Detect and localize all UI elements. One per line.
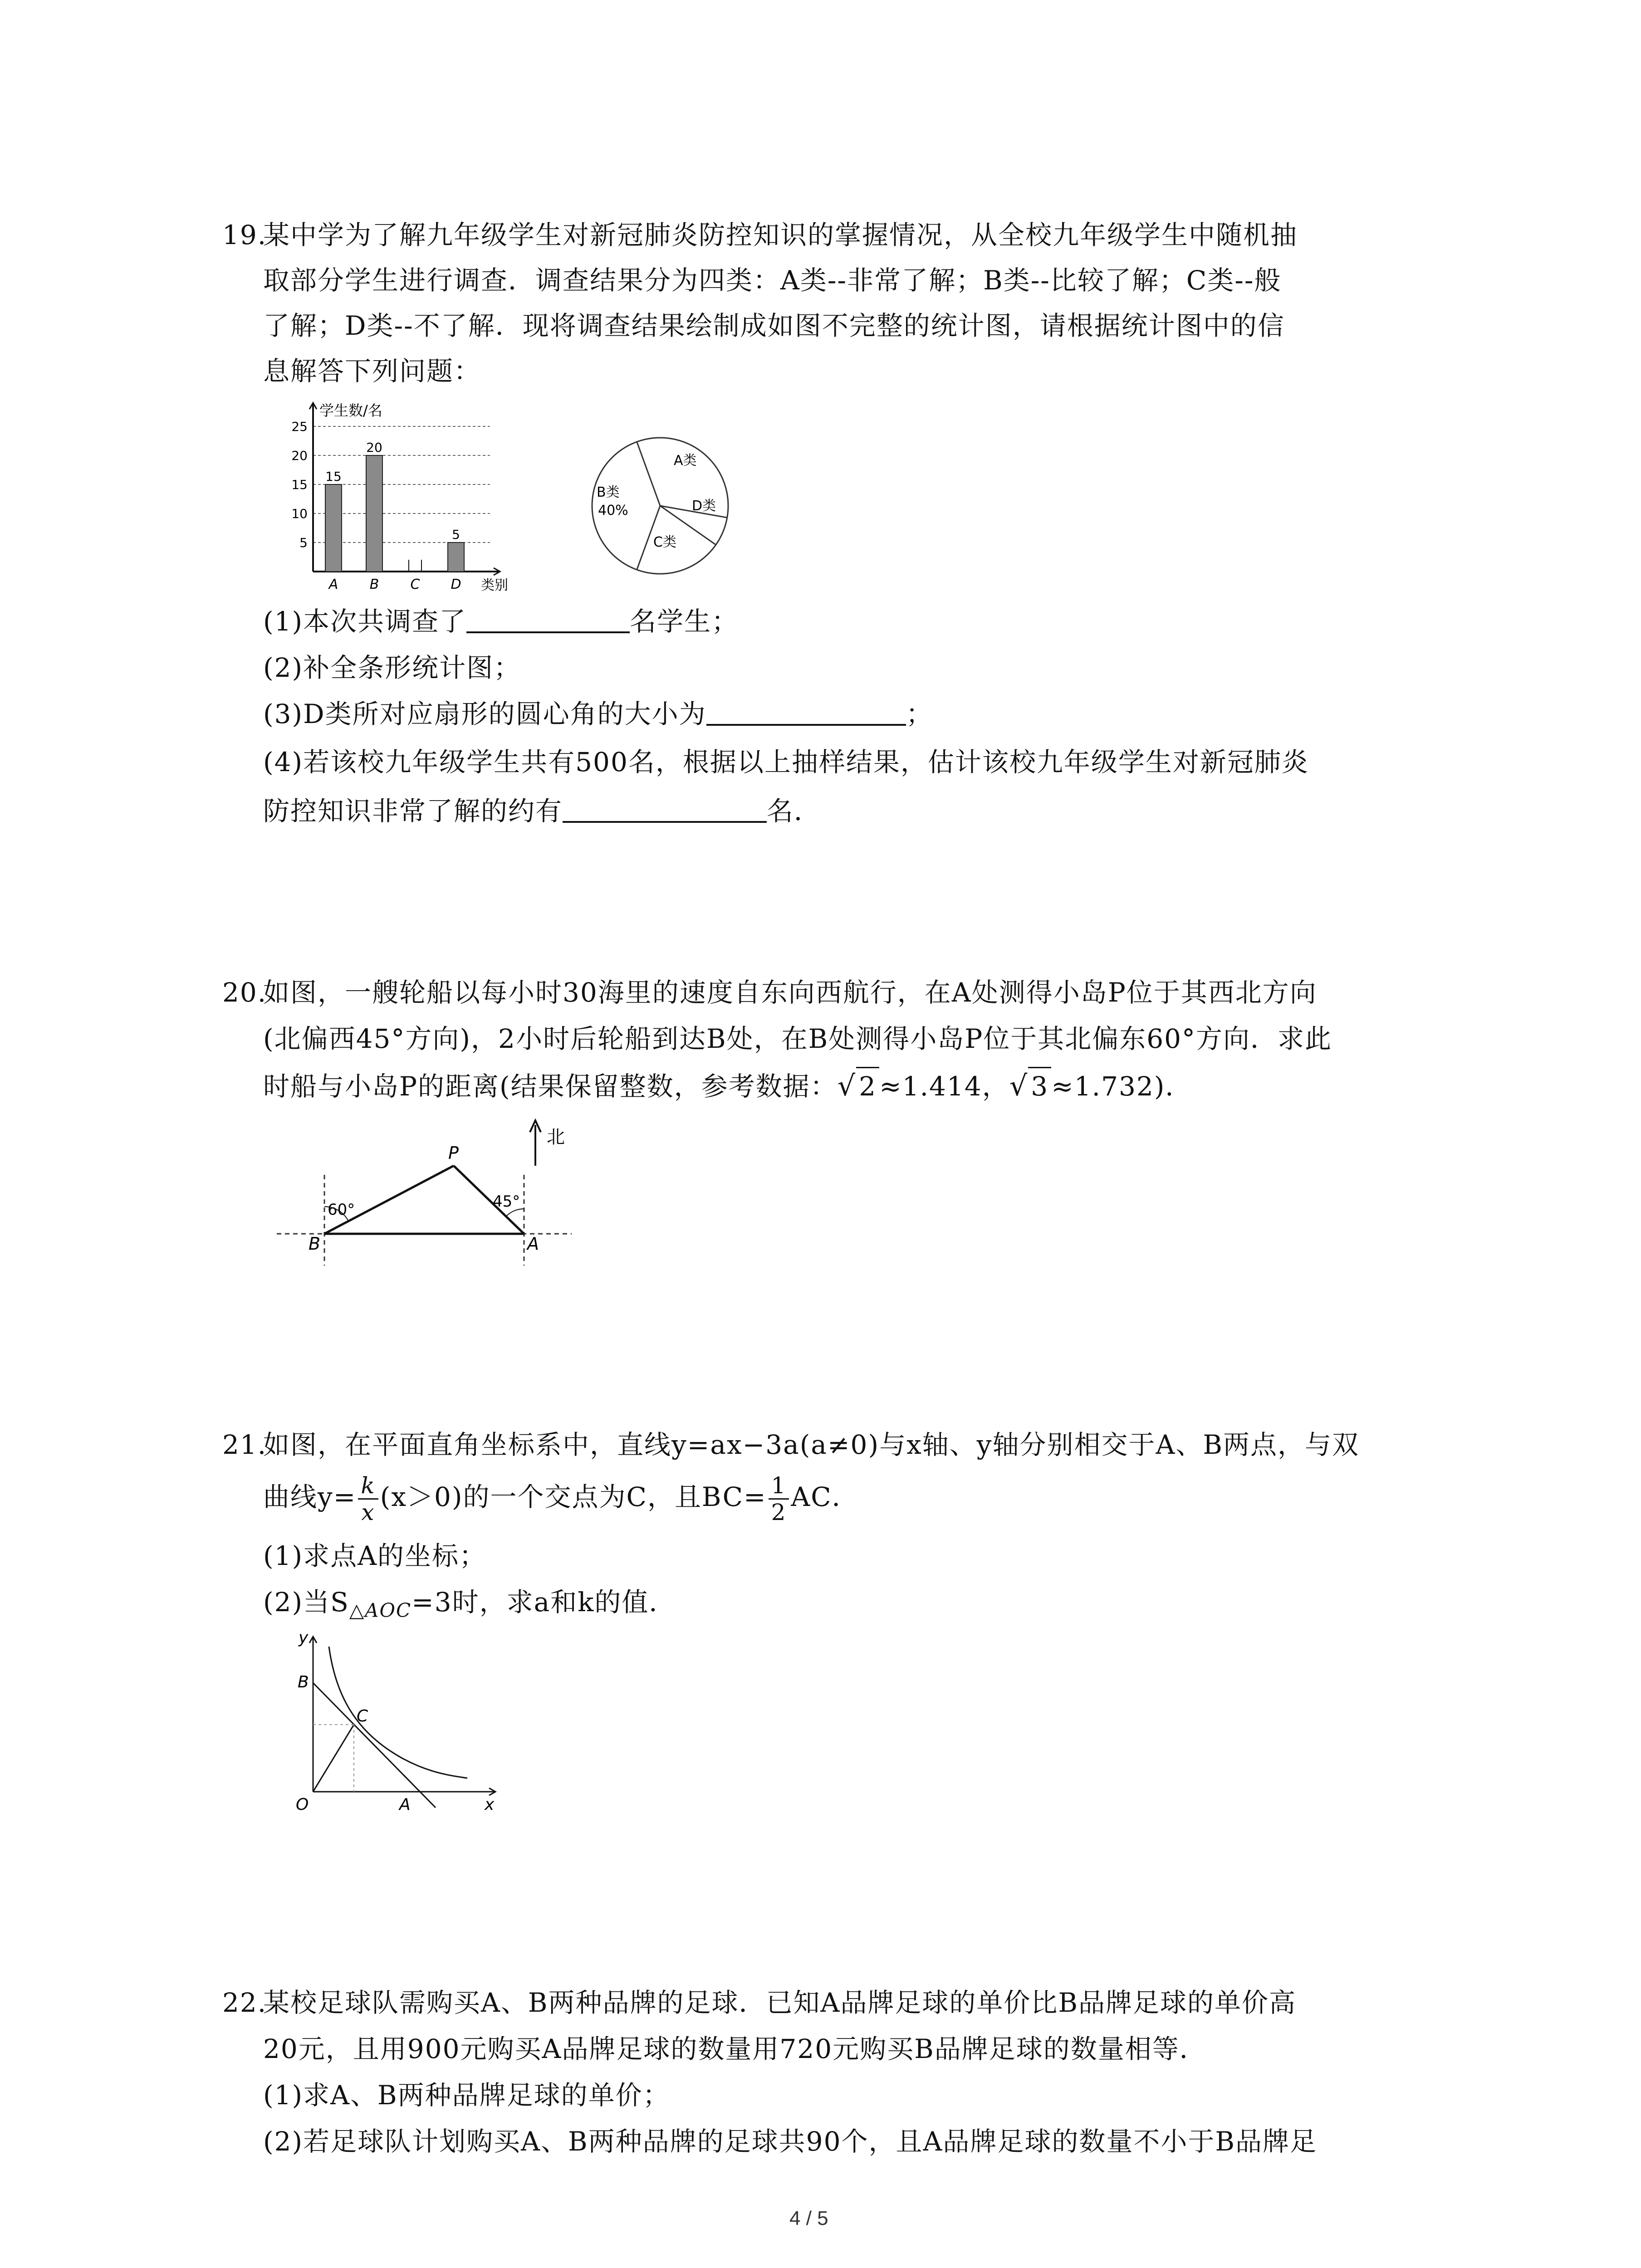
data-label: 15 bbox=[325, 469, 342, 484]
q21-sub2-text-b: =3时，求a和k的值． bbox=[411, 1587, 676, 1618]
answer-blank-1[interactable] bbox=[466, 604, 630, 633]
sqrt-sign: √ bbox=[837, 1069, 857, 1102]
q19-line3: 了解；D类--不了解．现将调查结果绘制成如图不完整的统计图，请根据统计图中的信 bbox=[263, 310, 1285, 341]
sqrt-2: 2 bbox=[856, 1067, 879, 1105]
q20-line3 bbox=[263, 1067, 1192, 1105]
y-axis-label: 学生数/名 bbox=[319, 402, 382, 419]
category-label: D bbox=[451, 577, 461, 592]
q21-line2-text-b: (x＞0)的一个交点为C，且BC= bbox=[380, 1481, 767, 1512]
line-ab bbox=[313, 1683, 436, 1808]
y-tick-label: 15 bbox=[291, 477, 308, 492]
navigation-figure bbox=[272, 1116, 581, 1288]
q20-line1: 如图，一艘轮船以每小时30海里的速度自东向西航行，在A处测得小岛P位于其西北方向 bbox=[263, 977, 1317, 1008]
fraction-denominator: 2 bbox=[771, 1499, 787, 1526]
q19-sub1-text-a: (1)本次共调查了 bbox=[263, 606, 467, 637]
q19-line1: 某中学为了解九年级学生对新冠肺炎防控知识的掌握情况，从全校九年级学生中随机抽 bbox=[263, 220, 1298, 250]
q22-number: 22. bbox=[222, 1987, 267, 2018]
pie-chart bbox=[585, 431, 735, 581]
q21-sub2 bbox=[263, 1584, 676, 1629]
fraction-k-over-x bbox=[358, 1473, 378, 1525]
q19-sub4-line2 bbox=[263, 793, 821, 829]
point-b-label: B bbox=[298, 1673, 309, 1691]
q22-sub2: (2)若足球队计划购买A、B两种品牌的足球共90个，且A品牌足球的数量不小于B品牌足 bbox=[263, 2126, 1317, 2157]
y-label: y bbox=[299, 1628, 309, 1647]
answer-blank-4[interactable] bbox=[563, 794, 767, 823]
q22-sub1: (1)求A、B两种品牌足球的单价； bbox=[263, 2080, 670, 2111]
hyperbola-curve bbox=[329, 1647, 467, 1778]
pie-slice-label: C类 bbox=[653, 534, 676, 550]
answer-blank-3[interactable] bbox=[706, 697, 906, 726]
origin-label: O bbox=[296, 1795, 309, 1814]
x-axis-label: 类别 bbox=[481, 577, 508, 593]
q19-sub4-text-b: 防控知识非常了解的约有 bbox=[263, 796, 563, 826]
q20-number: 20. bbox=[222, 977, 267, 1008]
bar-chart bbox=[286, 399, 513, 594]
q19-sub3-text-a: (3)D类所对应扇形的圆心角的大小为 bbox=[263, 699, 706, 729]
pie-slice-label: D类 bbox=[692, 498, 716, 514]
q20-line3-text: 时船与小岛P的距离(结果保留整数，参考数据： bbox=[263, 1071, 838, 1102]
point-a-label: A bbox=[527, 1234, 539, 1254]
bar-b bbox=[366, 455, 382, 572]
segment-oc bbox=[313, 1725, 354, 1792]
point-p-label: P bbox=[448, 1143, 459, 1163]
category-label: B bbox=[369, 577, 379, 592]
angle-60-label: 60° bbox=[328, 1201, 355, 1219]
segment-bp bbox=[324, 1166, 454, 1234]
x-label: x bbox=[485, 1795, 495, 1814]
q19-number: 19. bbox=[222, 220, 267, 250]
bar-a bbox=[325, 484, 342, 572]
q21-line2-text-c: AC． bbox=[791, 1481, 859, 1512]
coordinate-figure bbox=[272, 1628, 508, 1819]
q19-sub3-text-b: ； bbox=[906, 699, 933, 729]
q19-sub1 bbox=[263, 603, 739, 640]
point-c-label: C bbox=[357, 1707, 368, 1725]
fraction-one-half bbox=[769, 1473, 789, 1525]
approx-3: ≈1.732)． bbox=[1051, 1071, 1193, 1102]
data-label: 5 bbox=[452, 527, 460, 542]
q21-line2 bbox=[263, 1465, 859, 1529]
pie-slice-label: A类 bbox=[674, 453, 697, 469]
q19-line4: 息解答下列问题： bbox=[263, 356, 481, 386]
fraction-numerator: 1 bbox=[769, 1473, 789, 1500]
q21-sub1: (1)求点A的坐标； bbox=[263, 1540, 487, 1571]
pie-percent-label: 40% bbox=[598, 503, 628, 518]
fraction-numerator: k bbox=[358, 1473, 378, 1500]
q21-line1: 如图，在平面直角坐标系中，直线y=ax−3a(a≠0)与x轴、y轴分别相交于A、B两点，与双 bbox=[263, 1429, 1360, 1460]
approx-2: ≈1.414， bbox=[879, 1071, 1009, 1102]
bar-d bbox=[448, 543, 464, 572]
point-b-label: B bbox=[309, 1234, 321, 1254]
y-tick-label: 20 bbox=[291, 448, 308, 463]
q19-sub2: (2)补全条形统计图； bbox=[263, 652, 521, 683]
q19-sub3 bbox=[263, 696, 933, 732]
q20-line2: (北偏西45°方向)，2小时后轮船到达B处，在B处测得小岛P位于其北偏东60°方向．求此 bbox=[263, 1023, 1332, 1054]
y-tick-label: 10 bbox=[291, 506, 308, 521]
q22-line1: 某校足球队需购买A、B两种品牌的足球．已知A品牌足球的单价比B品牌足球的单价高 bbox=[263, 1987, 1297, 2018]
y-tick-label: 5 bbox=[299, 535, 308, 550]
sqrt-sign: √ bbox=[1009, 1069, 1029, 1102]
q19-line2: 取部分学生进行调查．调查结果分为四类：A类--非常了解；B类--比较了解；C类--般 bbox=[263, 265, 1282, 296]
q21-sub2-text-a: (2)当S bbox=[263, 1587, 349, 1618]
q22-line2: 20元，且用900元购买A品牌足球的数量用720元购买B品牌足球的数量相等． bbox=[263, 2033, 1207, 2064]
angle-45-label: 45° bbox=[493, 1193, 520, 1211]
q19-sub1-text-b: 名学生； bbox=[630, 606, 739, 637]
page-number: 4 / 5 bbox=[789, 2207, 828, 2229]
y-tick-label: 25 bbox=[291, 419, 308, 434]
sqrt-3: 3 bbox=[1028, 1067, 1051, 1105]
data-label: 20 bbox=[366, 440, 382, 455]
north-label: 北 bbox=[547, 1127, 565, 1148]
q21-line2-text-a: 曲线y= bbox=[263, 1481, 357, 1512]
category-label: A bbox=[328, 577, 338, 592]
category-label: C bbox=[410, 577, 420, 592]
q21-number: 21. bbox=[222, 1429, 267, 1460]
point-a-label: A bbox=[399, 1795, 411, 1814]
pie-slice-label: B类 bbox=[597, 484, 620, 500]
fraction-denominator: x bbox=[361, 1499, 375, 1526]
subscript-aoc: △AOC bbox=[349, 1599, 412, 1622]
q19-sub4-text-c: 名． bbox=[767, 796, 822, 826]
q19-sub4-line1: (4)若该校九年级学生共有500名，根据以上抽样结果，估计该校九年级学生对新冠肺炎 bbox=[263, 747, 1309, 777]
